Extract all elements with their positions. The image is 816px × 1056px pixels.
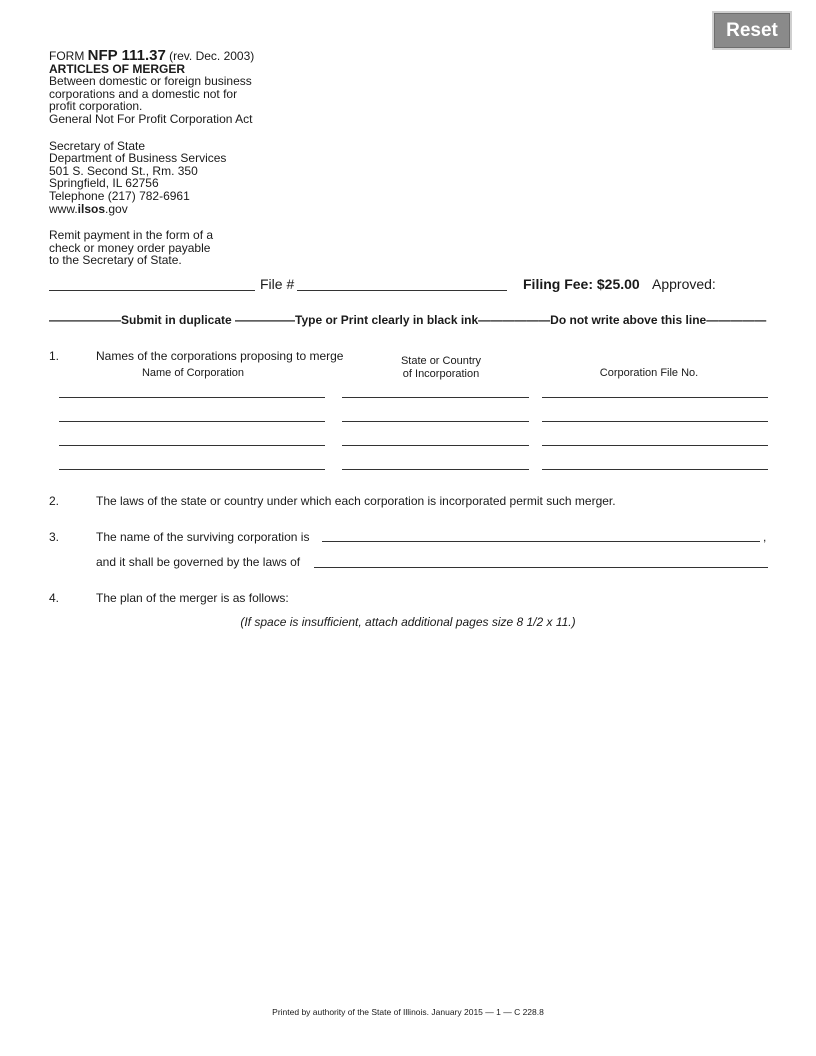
address-line: Department of Business Services xyxy=(49,151,227,166)
section-2-text: The laws of the state or country under which each corporation is incorporated permit such merger. xyxy=(96,494,616,508)
section-4-number: 4. xyxy=(49,591,60,605)
corporation-file-number-field[interactable] xyxy=(542,421,768,422)
form-number: NFP 111.37 xyxy=(87,47,166,64)
comma-mark: , xyxy=(763,530,767,544)
surviving-corporation-field[interactable] xyxy=(322,541,760,542)
column-header-file-no: Corporation File No. xyxy=(599,367,699,379)
corporation-name-field[interactable] xyxy=(59,421,325,422)
form-prefix: FORM xyxy=(49,49,88,63)
section-3-text: The name of the surviving corporation is xyxy=(96,530,310,544)
form-description-line: corporations and a domestic not for xyxy=(49,86,238,101)
remit-line: Remit payment in the form of a xyxy=(49,228,214,243)
merger-plan-text-area[interactable] xyxy=(49,640,769,990)
corporation-file-number-field[interactable] xyxy=(542,397,768,398)
form-title: ARTICLES OF MERGER xyxy=(49,61,186,76)
remit-line: to the Secretary of State. xyxy=(49,253,182,268)
attachment-note: (If space is insufficient, attach additional pages size 8 1/2 x 11.) xyxy=(240,615,576,629)
form-header xyxy=(49,47,349,268)
corporation-name-field[interactable] xyxy=(59,445,325,446)
form-revision: (rev. Dec. 2003) xyxy=(165,49,255,63)
filing-row xyxy=(49,275,769,295)
page-footer: Printed by authority of the State of Illinois. January 2015 — 1 — C 228.8 xyxy=(272,1007,544,1017)
address-line: Secretary of State xyxy=(49,138,146,153)
state-of-incorporation-field[interactable] xyxy=(342,445,529,446)
submission-instructions: ——————Submit in duplicate —————Type or Print clearly in black ink——————Do not write above this line————— xyxy=(49,313,767,327)
section-4-text: The plan of the merger is as follows: xyxy=(96,591,289,605)
form-description-line: profit corporation. xyxy=(49,99,143,114)
corporation-name-field[interactable] xyxy=(59,397,325,398)
section-1-text: Names of the corporations proposing to merge xyxy=(96,349,344,363)
filing-fee-label: Filing Fee: $25.00 xyxy=(523,276,640,292)
governing-laws-field[interactable] xyxy=(314,567,768,568)
corporation-name-field[interactable] xyxy=(59,469,325,470)
form-description-line: Between domestic or foreign business xyxy=(49,74,252,89)
file-number-line xyxy=(297,290,507,291)
corporation-file-number-field[interactable] xyxy=(542,445,768,446)
corporation-file-number-field[interactable] xyxy=(542,469,768,470)
form-description-line: General Not For Profit Corporation Act xyxy=(49,111,253,126)
website-link[interactable]: www.ilsos.gov xyxy=(49,201,128,216)
file-number-label: File # xyxy=(260,276,295,292)
address-line: Telephone (217) 782-6961 xyxy=(49,188,190,203)
remit-line: check or money order payable xyxy=(49,240,211,255)
state-of-incorporation-field[interactable] xyxy=(342,397,529,398)
governing-laws-text: and it shall be governed by the laws of xyxy=(96,555,301,569)
section-1-number: 1. xyxy=(49,349,60,363)
state-of-incorporation-field[interactable] xyxy=(342,469,529,470)
office-use-line xyxy=(49,290,255,291)
address-line: 501 S. Second St., Rm. 350 xyxy=(49,163,198,178)
section-2-number: 2. xyxy=(49,494,60,508)
approved-label: Approved: xyxy=(652,276,716,292)
column-header-name: Name of Corporation xyxy=(141,367,245,379)
address-line: Springfield, IL 62756 xyxy=(49,176,159,191)
column-header-state: State or Country of Incorporation xyxy=(400,355,482,380)
reset-button[interactable]: Reset xyxy=(712,11,792,50)
section-3-number: 3. xyxy=(49,530,60,544)
state-of-incorporation-field[interactable] xyxy=(342,421,529,422)
form-number-line xyxy=(49,47,349,64)
